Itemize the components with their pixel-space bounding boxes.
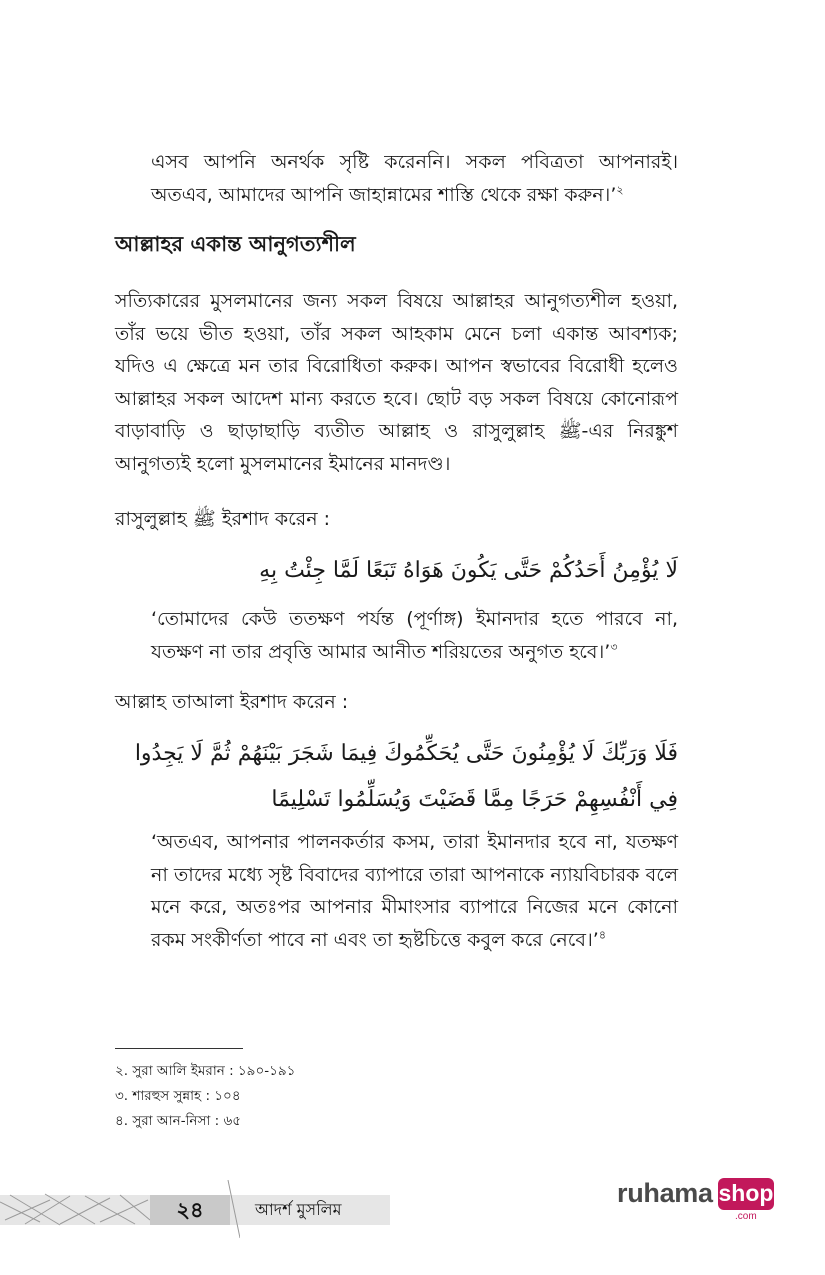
brand-word: ruhama	[617, 1178, 713, 1208]
brand-logo	[617, 1174, 777, 1226]
page-number: ২৪	[150, 1195, 230, 1225]
paragraph-prayer	[151, 146, 678, 211]
verse-translation-text: ‘অতএব, আপনার পালনকর্তার কসম, তারা ইমানদার হবে না, যতক্ষণ না তাদের মধ্যে সৃষ্ট বিবাদের ব্যাপারে তারা আপনাকে ন্যায়বিচারক বলে মনে করে, অতঃপর আপনার মীমাংসার ব্যাপারে নিজের মনে কোনো রকম সংকীর্ণতা পাবে না এবং তা হৃষ্টচিত্তে কবুল করে নেবে।’	[151, 831, 678, 951]
verse-translation	[151, 826, 678, 956]
brand-domain: .com	[735, 1211, 757, 1222]
section-heading: আল্লাহর একান্ত আনুগত্যশীল	[115, 232, 356, 256]
verse-intro: আল্লাহ তাআলা ইরশাদ করেন :	[115, 691, 349, 713]
running-title: আদর্শ মুসলিম	[255, 1200, 342, 1219]
footnotes	[115, 1059, 295, 1134]
paragraph-prayer-text: এসব আপনি অনর্থক সৃষ্টি করেননি। সকল পবিত্রতা আপনারই। অতএব, আমাদের আপনি জাহান্নামের শাস্তি থেকে রক্ষা করুন।’	[151, 151, 678, 206]
footnote-divider	[115, 1048, 243, 1049]
footnote-item: ২. সুরা আলি ইমরান : ১৯০-১৯১	[115, 1063, 296, 1079]
hadith-intro: রাসুলুল্লাহ ﷺ ইরশাদ করেন :	[115, 508, 330, 530]
brand-shop-badge	[718, 1178, 774, 1210]
paragraph-obedience: সত্যিকারের মুসলমানের জন্য সকল বিষয়ে আল্লাহর আনুগত্যশীল হওয়া, তাঁর ভয়ে ভীত হওয়া, তাঁর সকল আহকাম মেনে চলা একান্ত আবশ্যক; যদিও এ ক্ষেত্রে মন তার বিরোধিতা করুক। আপন স্বভাবের বিরোধী হলেও আল্লাহর সকল আদেশ মান্য করতে হবে। ছোট বড় সকল বিষয়ে কোনোরূপ বাড়াবাড়ি ও ছাড়াছাড়ি ব্যতীত আল্লাহ ও রাসুলুল্লাহ ﷺ-এর নিরঙ্কুশ আনুগত্যই হলো মুসলমানের ইমানের মানদণ্ড।	[115, 290, 678, 475]
arabic-hadith: لَا يُؤْمِنُ أَحَدُكُمْ حَتَّى يَكُونَ هَوَاهُ تَبَعًا لَمَّا جِئْتُ بِهِ	[259, 558, 678, 583]
brand-shop-text: shop	[718, 1180, 774, 1206]
footnote-ref[interactable]: ৩	[610, 640, 618, 654]
hadith-translation	[151, 603, 678, 668]
hadith-translation-text: ‘তোমাদের কেউ ততক্ষণ পর্যন্ত (পূর্ণাঙ্গ) ইমানদার হতে পারবে না, যতক্ষণ না তার প্রবৃত্তি আমার আনীত শরিয়তের অনুগত হবে।’	[151, 608, 678, 663]
arabic-verse: فَلَا وَرَبِّكَ لَا يُؤْمِنُونَ حَتَّى يُحَكِّمُوكَ فِيمَا شَجَرَ بَيْنَهُمْ ثُمَّ لَا يَجِدُوا فِي أَنْفُسِهِمْ حَرَجًا مِمَّا قَضَيْتَ وَيُسَلِّمُوا تَسْلِيمًا	[134, 741, 678, 812]
footnote-item: ৩. শারহুস সুন্নাহ : ১০৪	[115, 1088, 241, 1104]
footnote-item: ৪. সুরা আন-নিসা : ৬৫	[115, 1113, 241, 1129]
footnote-ref[interactable]: ৪	[598, 928, 606, 942]
footnote-ref[interactable]: ২	[616, 183, 624, 197]
